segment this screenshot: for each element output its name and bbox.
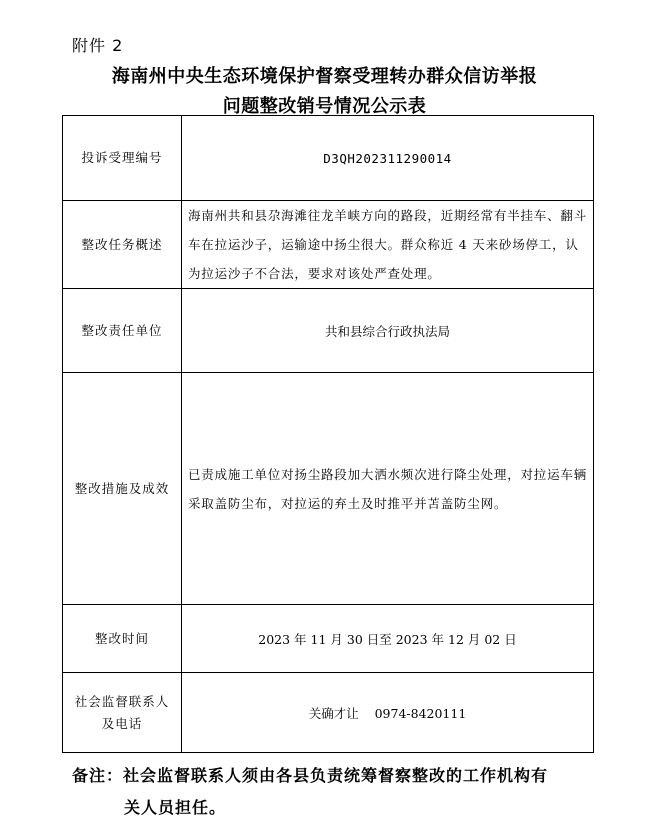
responsible-unit-value: 共和县综合行政执法局 [182,289,594,373]
footnote-line2: 关人员担任。 [124,798,227,817]
page-title: 海南州中央生态环境保护督察受理转办群众信访举报 [111,66,538,87]
contact-label-line1: 社会监督联系人 [74,693,170,709]
row-label-contact [63,673,182,753]
rectification-table [62,115,594,753]
table-row [63,373,594,605]
row-label-complaint-number: 投诉受理编号 [63,116,182,201]
row-label-measures: 整改措施及成效 [63,373,182,605]
task-summary-value: 海南州共和县尕海滩往龙羊峡方向的路段，近期经常有半挂车、翻斗车在拉运沙子，运输途中扬尘很大。群众称近 4 天来砂场停工，认为拉运沙子不合法，要求对该处严查处理。 [182,201,594,289]
rectification-time-value: 2023 年 11 月 30 日至 2023 年 12 月 02 日 [182,605,594,673]
attachment-label: 附件 2 [72,36,124,55]
table-row [63,289,594,373]
page-subtitle: 问题整改销号情况公示表 [222,96,427,117]
row-label-responsible-unit: 整改责任单位 [63,289,182,373]
measures-value: 已责成施工单位对扬尘路段加大洒水频次进行降尘处理，对拉运车辆采取盖防尘布，对拉运的弃土及时推平并苫盖防尘网。 [182,373,594,605]
table-row [63,201,594,289]
contact-value: 关确才让 0974-8420111 [182,673,594,753]
footnote-line1: 备注：社会监督联系人须由各县负责统筹督察整改的工作机构有 [72,766,549,785]
row-label-rectification-time: 整改时间 [63,605,182,673]
table-row [63,116,594,201]
table-row [63,673,594,753]
contact-label-line2: 及电话 [101,715,143,731]
complaint-number-value: D3QH202311290014 [182,116,594,201]
row-label-task-summary: 整改任务概述 [63,201,182,289]
table-row [63,605,594,673]
